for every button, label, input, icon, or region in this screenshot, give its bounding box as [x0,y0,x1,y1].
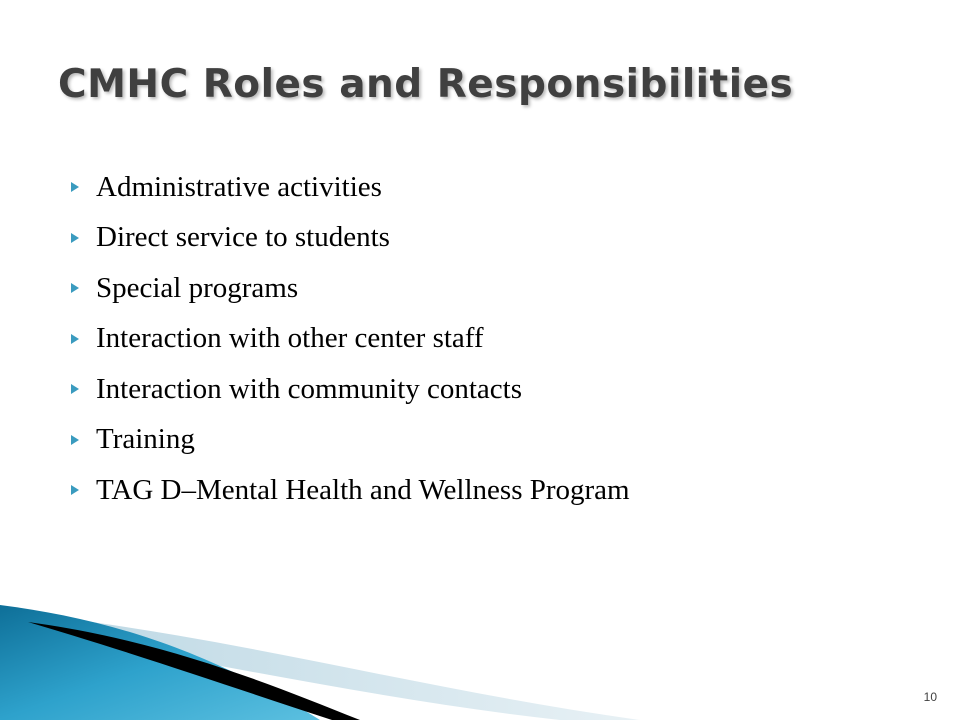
bullet-text: Direct service to students [96,221,390,254]
bullet-item [70,263,630,314]
wave-blue-band [0,605,320,720]
triangle-right-icon [70,232,96,244]
triangle-right-icon [70,484,96,496]
bullet-list [70,162,630,516]
bullet-item [70,213,630,264]
triangle-right-icon [70,282,96,294]
bullet-text: TAG D–Mental Health and Wellness Program [96,473,630,506]
bullet-item [70,162,630,213]
bullet-text: Special programs [96,271,299,304]
bullet-item [70,364,630,415]
bullet-text: Administrative activities [96,170,382,203]
triangle-right-icon [70,383,96,395]
bullet-item [70,415,630,466]
bullet-text: Interaction with other center staff [96,322,484,355]
bullet-text: Training [96,423,195,456]
bullet-text: Interaction with community contacts [96,372,523,405]
slide-title: CMHC Roles and Responsibilities [58,62,794,107]
wave-light-band [0,612,640,720]
page-number: 10 [923,690,937,704]
triangle-right-icon [70,333,96,345]
bullet-item [70,465,630,516]
triangle-right-icon [70,181,96,193]
triangle-right-icon [70,434,96,446]
wave-dark-stripe [28,622,360,720]
bullet-item [70,314,630,365]
